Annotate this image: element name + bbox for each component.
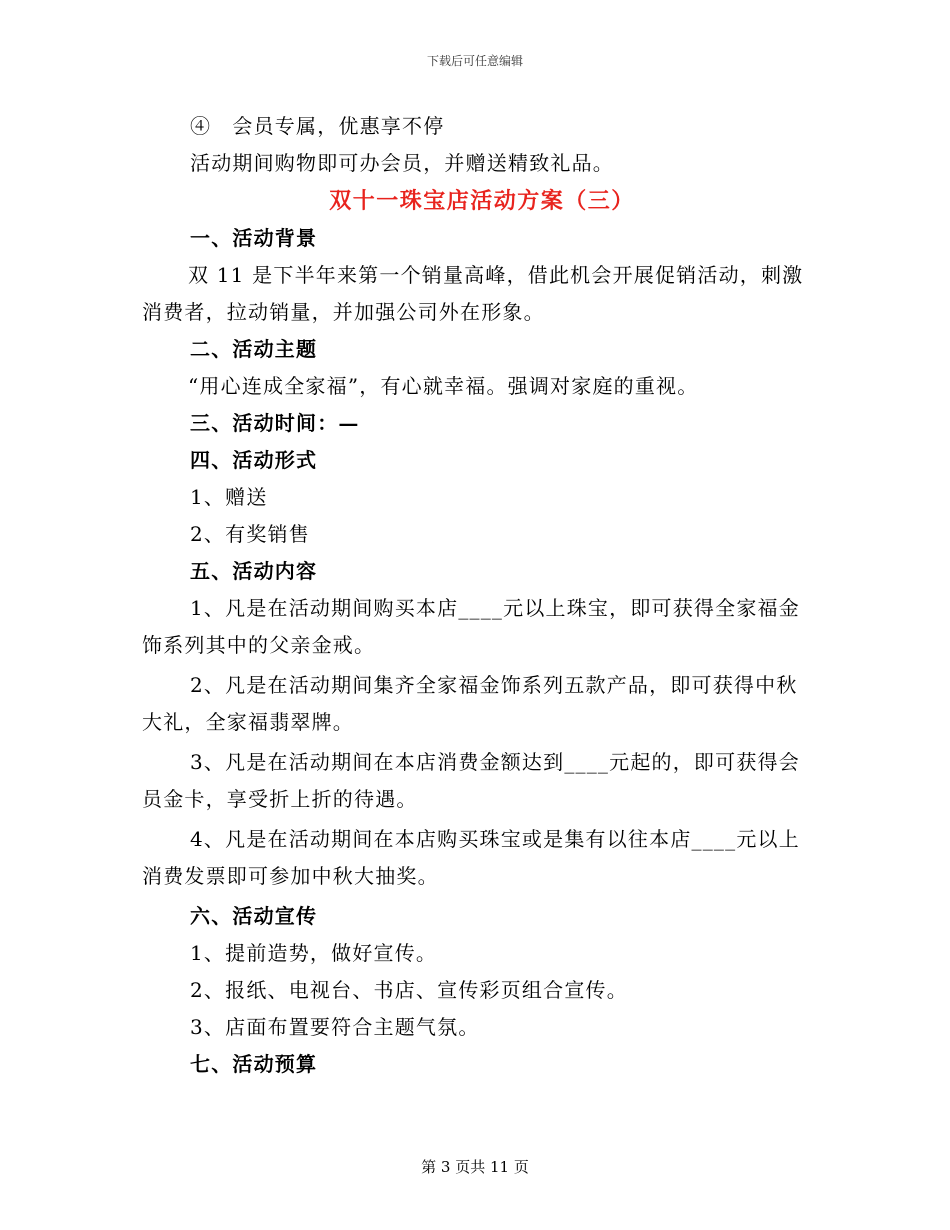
intro-paragraph: 活动期间购物即可办会员，并赠送精致礼品。 [190,151,614,175]
paragraph-line: “用心连成全家福”，有心就幸福。强调对家庭的重视。 [188,374,699,398]
list-item: 2、报纸、电视台、书店、宣传彩页组合宣传。 [190,978,628,1002]
paragraph-line: 1、凡是在活动期间购买本店____元以上珠宝，即可获得全家福金 [190,596,800,620]
list-item: 1、赠送 [190,485,268,509]
section-heading-budget: 七、活动预算 [190,1052,318,1076]
section-heading-background: 一、活动背景 [190,226,318,250]
list-item: 2、有奖销售 [190,522,310,546]
paragraph-line: 大礼，全家福翡翠牌。 [142,710,354,734]
paragraph-line: 4、凡是在活动期间在本店购买珠宝或是集有以往本店____元以上 [190,827,800,851]
paragraph-line: 3、凡是在活动期间在本店消费金额达到____元起的，即可获得会 [190,750,800,774]
page-footer: 第 3 页共 11 页 [421,1158,529,1176]
paragraph-line: 消费发票即可参加中秋大抽奖。 [142,864,439,888]
section-heading-theme: 二、活动主题 [190,337,318,361]
section-heading-promotion: 六、活动宣传 [190,904,318,928]
section-heading-time: 三、活动时间：— [190,411,360,435]
paragraph-line: 员金卡，享受折上折的待遇。 [142,787,418,811]
document-title: 双十一珠宝店活动方案（三） [329,188,635,214]
document-body [142,108,808,1083]
paragraph-line: 2、凡是在活动期间集齐全家福金饰系列五款产品，即可获得中秋 [190,673,798,697]
section-heading-content: 五、活动内容 [190,559,318,583]
paragraph-line: 双 11 是下半年来第一个销量高峰，借此机会开展促销活动，刺激 [188,263,804,287]
page-header: 下载后可任意编辑 [426,54,523,68]
intro-list-item: ④ 会员专属，优惠享不停 [190,114,445,138]
paragraph-line: 消费者，拉动销量，并加强公司外在形象。 [142,300,545,324]
paragraph-line: 饰系列其中的父亲金戒。 [142,633,376,657]
section-heading-format: 四、活动形式 [190,448,318,472]
list-item: 1、提前造势，做好宣传。 [190,941,438,965]
list-item: 3、店面布置要符合主题气氛。 [190,1015,480,1039]
